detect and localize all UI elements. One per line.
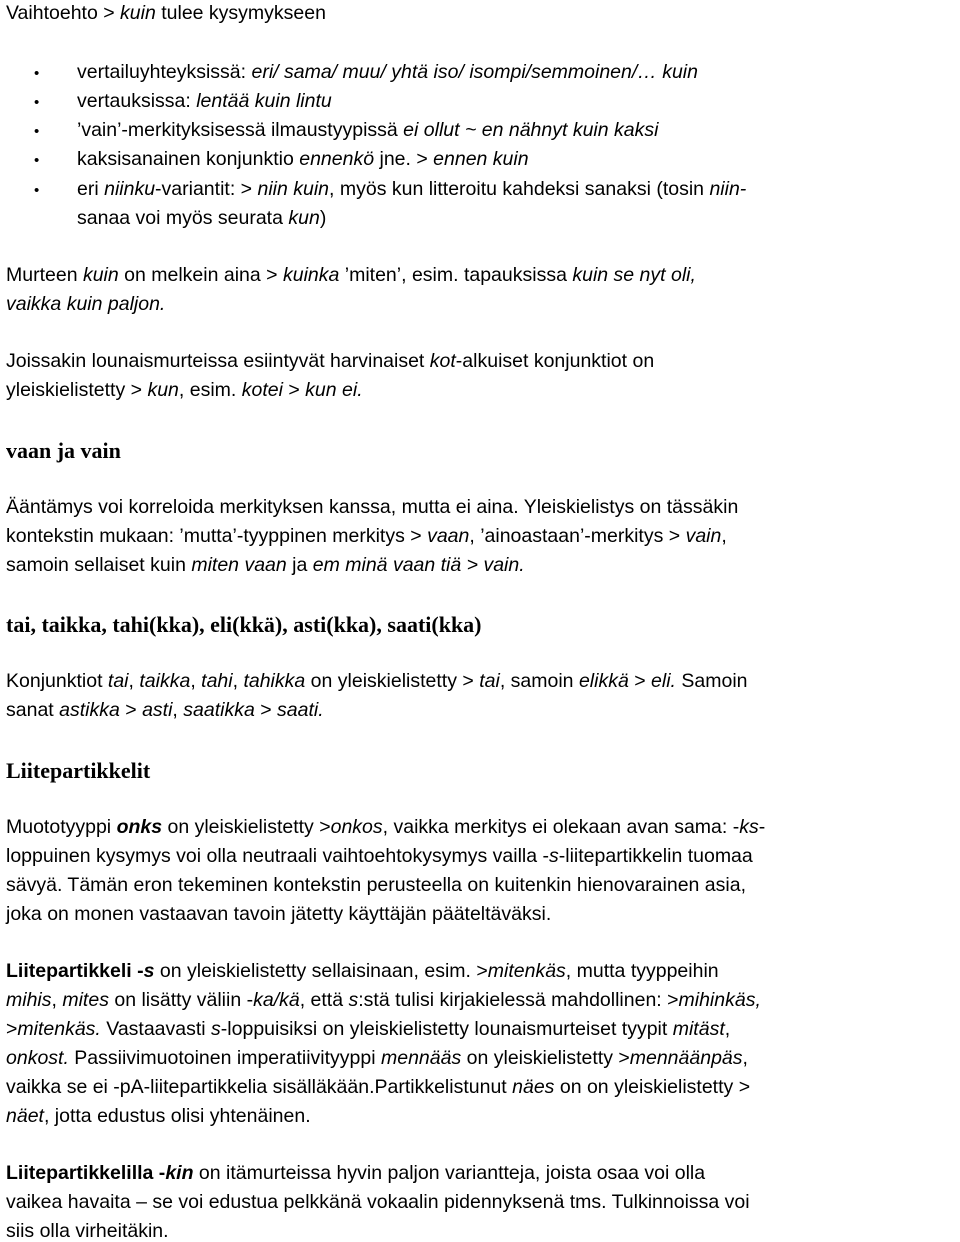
section-heading: tai, taikka, tahi(kka), eli(kkä), asti(kka), saati(kka) [6, 612, 482, 637]
paragraph-line: sanat astikka > asti, saatikka > saati. [6, 699, 324, 721]
section-heading: Liitepartikkelit [6, 758, 151, 783]
paragraph-line: Joissakin lounaismurteissa esiintyvät harvinaiset kot-alkuiset konjunktiot on [6, 350, 655, 372]
bullet-icon: • [34, 65, 40, 82]
paragraph-line: Ääntämys voi korreloida merkityksen kanssa, mutta ei aina. Yleiskielistys on tässäkin [6, 496, 739, 518]
paragraph-line: yleiskielistetty > kun, esim. kotei > kun ei. [6, 379, 363, 401]
bullet-icon: • [34, 123, 40, 140]
paragraph-line: joka on monen vastaavan tavoin jätetty käyttäjän pääteltäväksi. [6, 903, 552, 925]
bullet-icon: • [34, 94, 40, 111]
paragraph-line: loppuinen kysymys voi olla neutraali vaihtoehtokysymys vailla -s-liitepartikkelin tuomaa [6, 845, 753, 867]
paragraph-line: vaikka kuin paljon. [6, 293, 166, 315]
list-item-continuation: sanaa voi myös seurata kun) [77, 207, 327, 229]
paragraph-line: kontekstin mukaan: ’mutta’-tyyppinen merkitys > vaan, ’ainoastaan’-merkitys > vain, [6, 525, 727, 547]
paragraph-line: Muototyyppi onks on yleiskielistetty >onkos, vaikka merkitys ei olekaan avan sama: -ks- [6, 816, 766, 838]
paragraph-line: Liitepartikkelilla -kin on itämurteissa hyvin paljon variantteja, joista osaa voi olla [6, 1162, 706, 1184]
section-title: Vaihtoehto > kuin tulee kysymykseen [6, 2, 326, 24]
list-item: kaksisanainen konjunktio ennenkö jne. > ennen kuin [77, 148, 529, 170]
paragraph-line: Liitepartikkeli -s on yleiskielistetty sellaisinaan, esim. >mitenkäs, mutta tyyppeihin [6, 960, 719, 982]
list-item: vertailuyhteyksissä: eri/ sama/ muu/ yhtä iso/ isompi/semmoinen/… kuin [77, 61, 698, 83]
list-item: vertauksissa: lentää kuin lintu [77, 90, 332, 112]
paragraph-line: näet, jotta edustus olisi yhtenäinen. [6, 1105, 311, 1127]
paragraph-line: vaikea havaita – se voi edustua pelkkänä vokaalin pidennyksenä tms. Tulkinnoissa voi [6, 1191, 750, 1213]
section-heading: vaan ja vain [6, 438, 121, 463]
list-item: eri niinku-variantit: > niin kuin, myös kun litteroitu kahdeksi sanaksi (tosin niin- [77, 178, 747, 200]
paragraph-line: sävyä. Tämän eron tekeminen kontekstin perusteella on kuitenkin hienovarainen asia, [6, 874, 747, 896]
paragraph-line: siis olla virheitäkin. [6, 1220, 169, 1242]
paragraph-line: >mitenkäs. Vastaavasti s-loppuisiksi on yleiskielistetty lounaismurteiset tyypit mitäst, [6, 1018, 731, 1040]
paragraph-line: vaikka se ei -pA-liitepartikkelia sisälläkään.Partikkelistunut näes on on yleiskielistetty > [6, 1076, 751, 1098]
paragraph-line: Murteen kuin on melkein aina > kuinka ’miten’, esim. tapauksissa kuin se nyt oli, [6, 264, 696, 286]
bullet-icon: • [34, 152, 40, 169]
paragraph-line: Konjunktiot tai, taikka, tahi, tahikka on yleiskielistetty > tai, samoin elikkä > eli. Samoin [6, 670, 748, 692]
list-item: ’vain’-merkityksisessä ilmaustyypissä ei ollut ~ en nähnyt kuin kaksi [77, 119, 659, 141]
paragraph-line: mihis, mites on lisätty väliin -ka/kä, että s:stä tulisi kirjakielessä mahdollinen: >mihinkäs, [6, 989, 761, 1011]
paragraph-line: onkost. Passiivimuotoinen imperatiivityyppi mennääs on yleiskielistetty >mennäänpäs, [6, 1047, 748, 1069]
paragraph-line: samoin sellaiset kuin miten vaan ja em minä vaan tiä > vain. [6, 554, 525, 576]
bullet-icon: • [34, 182, 40, 199]
